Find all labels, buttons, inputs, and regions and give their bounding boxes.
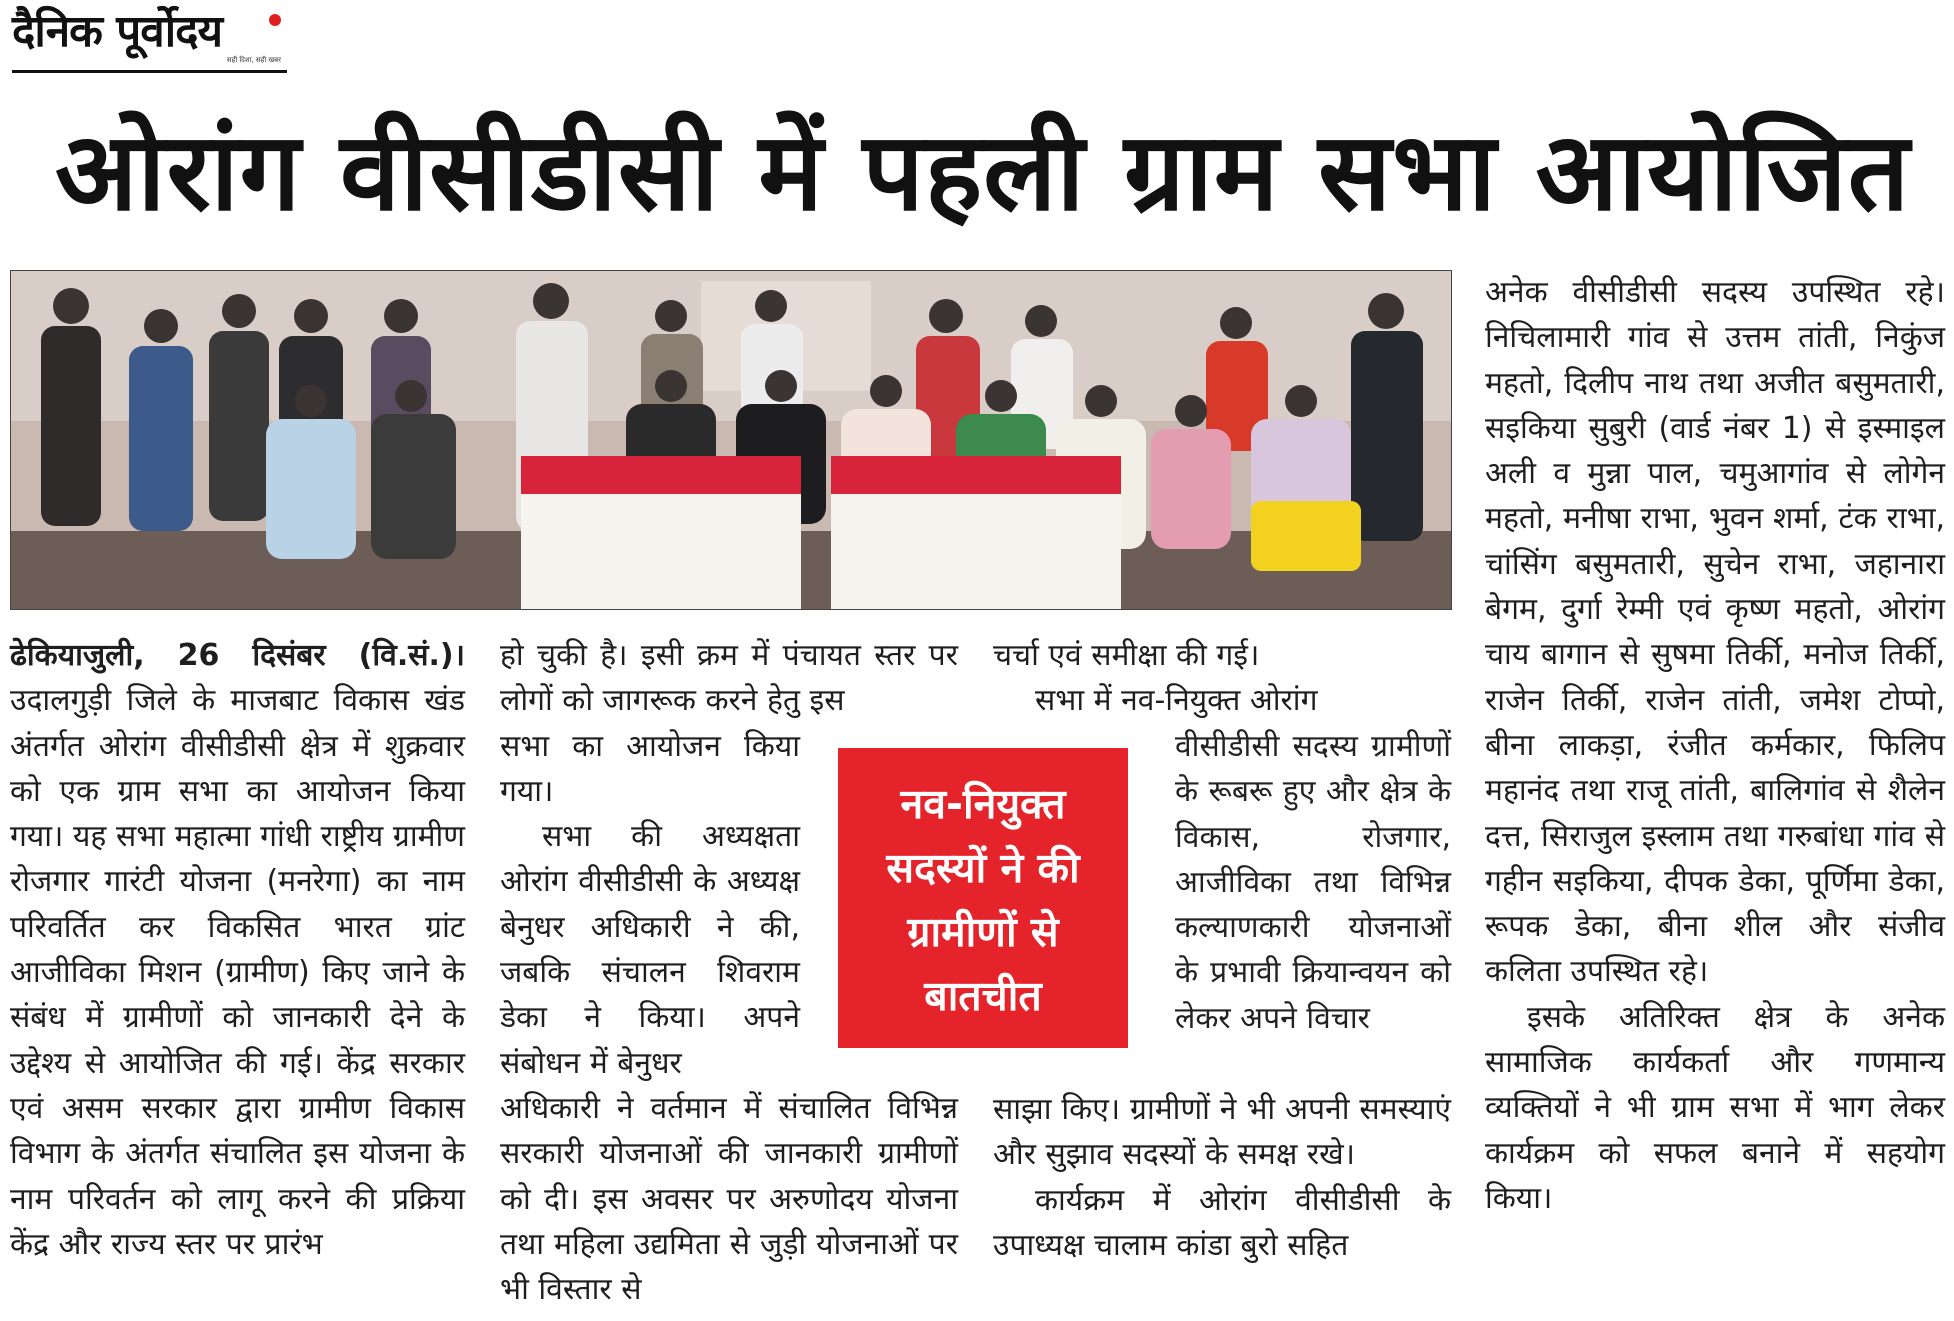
article-column-3-lower xyxy=(993,1087,1451,1268)
col3-para2b: वीसीडीसी सदस्य ग्रामीणों के रूबरू हुए और क्षेत्र के विकास, रोजगार, आजीविका तथा विभिन्न कल्याणकारी योजनाओं के प्रभावी क्रियान्वयन को लेकर अपने विचार xyxy=(1175,729,1451,1036)
news-photo xyxy=(10,270,1452,610)
pull-quote-line-4: बातचीत xyxy=(924,972,1042,1020)
col2-para1b: सभा का आयोजन किया गया। xyxy=(500,728,800,809)
col3-para2a: सभा में नव-नियुक्त ओरांग xyxy=(1035,683,1318,719)
headline: ओरांग वीसीडीसी में पहली ग्राम सभा आयोजित xyxy=(55,110,1911,235)
col2-para1a: हो चुकी है। इसी क्रम में पंचायत स्तर पर लोगों को जागरूक करने हेतु इस xyxy=(500,638,958,719)
col4-para2: इसके अतिरिक्त क्षेत्र के अनेक सामाजिक कार्यकर्ता और गणमान्य व्यक्तियों ने भी ग्राम सभा में भाग लेकर कार्यक्रम को सफल बनाने में सहयोग किया। xyxy=(1485,999,1945,1216)
dateline: ढेकियाजुली, 26 दिसंबर (वि.सं.)। xyxy=(10,638,465,673)
pull-quote-line-2: सदस्यों ने की xyxy=(886,844,1080,892)
col3-para3: कार्यक्रम में ओरांग वीसीडीसी के उपाध्यक्ष चालाम कांडा बुरो सहित xyxy=(993,1182,1451,1263)
pull-quote-line-3: ग्रामीणों से xyxy=(907,908,1059,956)
article-column-1 xyxy=(10,633,465,1267)
col2-para2a: सभा की अध्यक्षता ओरांग वीसीडीसी के अध्यक्ष बेनुधर अधिकारी ने की, जबकि संचालन शिवराम डेका ने किया। अपने संबोधन में बेनुधर xyxy=(500,819,800,1081)
masthead-rule xyxy=(12,70,287,73)
col3-para1: चर्चा एवं समीक्षा की गई। xyxy=(993,638,1260,673)
col3-para2c: साझा किए। ग्रामीणों ने भी अपनी समस्याएं और सुझाव सदस्यों के समक्ष रखे। xyxy=(993,1092,1451,1173)
col1-text: उदालगुड़ी जिले के माजबाट विकास खंड अंतर्गत ओरांग वीसीडीसी क्षेत्र में शुक्रवार को एक ग्राम सभा का आयोजन किया गया। यह सभा महात्मा गांधी राष्ट्रीय ग्रामीण रोजगार गारंटी योजना (मनरेगा) का नाम परिवर्तित कर विकसित भारत ग्रांट आजीविका मिशन (ग्रामीण) किए जाने के संबंध में ग्रामीणों को जानकारी देने के उद्देश्य से आयोजित की गई। केंद्र सरकार एवं असम सरकार द्वारा ग्रामीण विकास विभाग के अंतर्गत संचालित इस योजना के नाम परिवर्तन को लागू करने की प्रक्रिया केंद्र और राज्य स्तर पर प्रारंभ xyxy=(10,683,465,1262)
masthead xyxy=(12,8,287,70)
pull-quote-line-1: नव-नियुक्त xyxy=(900,780,1066,828)
masthead-logo: दैनिक पूर्वोदय xyxy=(12,6,223,57)
article-column-4 xyxy=(1485,270,1945,1221)
article-column-3 xyxy=(993,633,1451,724)
group-photo-illustration xyxy=(11,271,1451,609)
logo-dot-icon xyxy=(269,14,281,26)
masthead-tagline: सही दिशा, सही खबर xyxy=(226,56,281,64)
pull-quote-box xyxy=(838,748,1128,1048)
col2-para2b: अधिकारी ने वर्तमान में संचालित विभिन्न सरकारी योजनाओं की जानकारी ग्रामीणों को दी। इस अवसर पर अरुणोदय योजना तथा महिला उद्यमिता से जुड़ी योजनाओं पर भी विस्तार से xyxy=(500,1090,958,1308)
col4-para1: अनेक वीसीडीसी सदस्य उपस्थित रहे। निचिलामारी गांव से उत्तम तांती, निकुंज महतो, दिलीप नाथ तथा अजीत बसुमतारी, सइकिया सुबुरी (वार्ड नंबर 1) से इस्माइल अली व मुन्ना पाल, चमुआगांव से लोगेन महतो, मनीषा राभा, भुवन शर्मा, टंक राभा, चांसिंग बसुमतारी, सुचेन राभा, जहानारा बेगम, दुर्गा रेम्मी एवं कृष्ण महतो, ओरांग चाय बागान से सुषमा तिर्की, मनोज तिर्की, राजेन तिर्की, राजेन तांती, जमेश टोप्पो, बीना लाकड़ा, रंजीत कर्मकार, फिलिप महानंद तथा राजू तांती, बालिगांव से शैलेन दत्त, सिराजुल इस्लाम तथा गरुबांधा गांव से गहीन सइकिया, दीपक डेका, पूर्णिमा डेका, रूपक डेका, बीना शील और संजीव कलिता उपस्थित रहे। xyxy=(1485,275,1945,990)
